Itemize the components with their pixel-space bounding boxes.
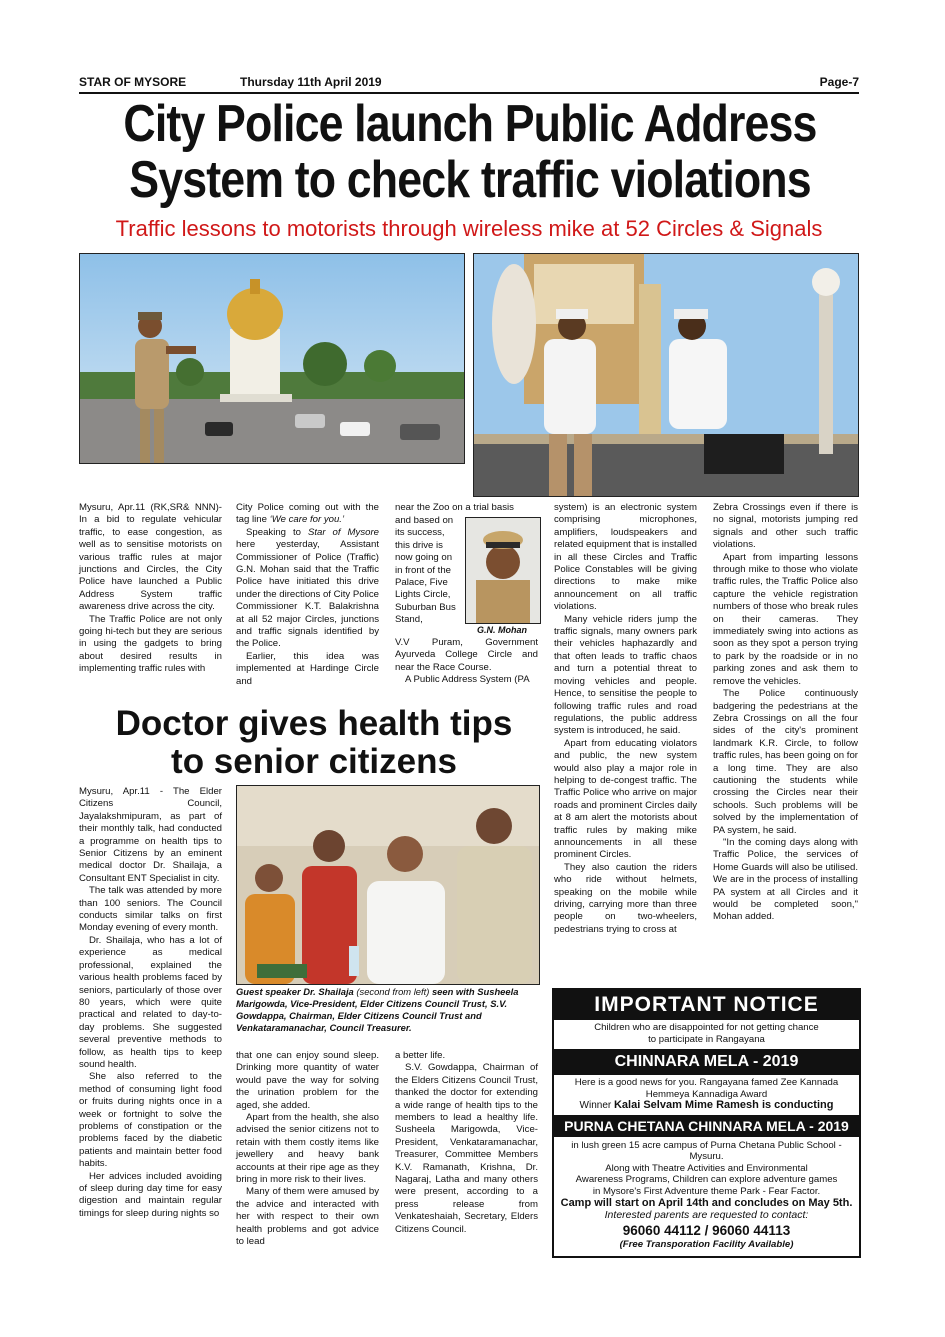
lead-column-1: [79, 502, 222, 676]
lead-headline-line-1: City Police launch Public Address: [123, 95, 817, 153]
lead-column-3-bottom: [395, 637, 538, 687]
paragraph: and based on its success, this drive is now going on in front of the Palace, Five Lights Circle, Suburban Bus Stand,: [395, 515, 456, 626]
notice-line: Hemmeya Kannadiga Award: [645, 1088, 768, 1100]
masthead-rule: [79, 92, 859, 94]
notice-line: Here is a good news for you. Rangayana famed Zee Kannada: [574, 1077, 839, 1088]
second-photo-caption: [236, 986, 538, 1034]
contact-phones: 96060 44112 / 96060 44113: [622, 1222, 791, 1238]
paragraph: S.V. Gowdappa, Chairman of the Elders Citizens Council Trust, thanked the doctor for extending a wide range of health tips to the members to lead a healthy life. Susheela Marigowda, Vice-President, Venkataramanachar, Treasurer, Committee Members K.V. Ramanath, Krishna, Dr. Nagaraj, Latha and many others were present, according to a press release from Venkateshaiah, Secretary, Elders Citizens Council.: [395, 1062, 538, 1235]
paragraph: Zebra Crossings even if there is no signal, motorists jumping red signals and other such traffic violations.: [713, 502, 858, 551]
paragraph: Her advices included avoiding of sleep during day time for easy digestion and maintain regular timings for sleep during nights so: [79, 1170, 222, 1219]
paragraph: Apart from imparting lessons through mike to those who violate traffic rules, the Traffic Police also capture the vehicle registration numbers of those who break rules on their cameras. They immediately swing into actions as soon as they spot a person trying to park by the roadside or in no parking zones and ask them to remove the vehicles.: [713, 551, 858, 687]
paragraph: system) is an electronic system comprising microphones, amplifiers, loudspeakers and related equipment that is installed in all these Circles and Traffic Police Constables will be giving directions to make mike announcement on all traffic violations.: [554, 502, 697, 613]
second-headline: [79, 705, 549, 781]
second-headline-line-1: Doctor gives health tips: [115, 704, 513, 743]
page-number: Page-7: [819, 75, 859, 89]
paragraph: The Traffic Police are not only going hi-tech but they are serious in using the gadgets to bring about desired results in implementing traffic rules with: [79, 613, 222, 675]
lead-column-4: [554, 502, 697, 936]
lead-column-3-side: [395, 515, 461, 627]
paragraph: [236, 502, 379, 527]
paragraph: A Public Address System (PA: [405, 674, 530, 686]
lead-headline-line-2: System to check traffic violations: [129, 151, 811, 209]
paragraph: Many of them were amused by the advice and interacted with her with respect to their own health problems and got advice to lead: [236, 1186, 379, 1248]
paragraph: Apart from educating violators and public, the new system would also play a major role in helping to de-congest traffic. The Traffic Police who arrive on major roads and prominent Circles daily at 8 am alert the motorists about traffic rules by making mike announcements in all these prominent Circles.: [554, 737, 697, 861]
portrait-caption: G.N. Mohan: [477, 625, 527, 635]
photo-police-with-pa-system: [473, 253, 859, 497]
notice-line: Children who are disappointed for not getting chance: [594, 1022, 819, 1033]
notice-title: IMPORTANT NOTICE: [554, 990, 859, 1020]
caption-text: seen with Susheela Marigowda, Vice-President, Elder Citizens Council Trust, S.V. Gowdappa, Chairman, Elder Citizens Council Trust and Venkataramanachar, Council Treasurer.: [236, 986, 519, 1033]
issue-date: Thursday 11th April 2019: [240, 75, 382, 89]
notice-line: Awareness Programs, Children can explore adventure games: [575, 1174, 838, 1185]
lead-headline: [117, 96, 822, 208]
paragraph: The talk was attended by more than 100 seniors. The Council conducts similar talks on first Monday evening of every month.: [79, 885, 222, 934]
text-run: City Police coming out with the tag line: [236, 502, 379, 526]
paragraph: They also caution the riders who ride without helmets, speaking on the mobile while driving, carrying more than three people on two-wheelers, pedestrians trying to cross at: [554, 861, 697, 935]
lead-column-2: [236, 502, 379, 688]
second-column-1: [79, 786, 222, 1220]
paragraph: Apart from the health, she also advised the senior citizens not to retain with them costly items like jewellery and heavy bank accounts at their ripe age as they bring in more risk to their lives.: [236, 1112, 379, 1186]
paragraph: Mysuru, Apr.11 - The Elder Citizens Council, Jayalakshmipuram, as part of their monthly talk, had conducted a programme on health tips to Senior Citizens by an eminent medical doctor Dr. Shailaja, a Consultant ENT Specialist in city.: [79, 786, 222, 884]
paragraph: Many vehicle riders jump the traffic signals, many owners park their vehicles haphazardly and that often leads to traffic chaos and turn a potential threat to moving vehicles and people. Hence, to sensitise the people to following traffic rules and road regulations, the public address system is introduced, he said.: [554, 613, 697, 737]
masthead: [79, 75, 859, 91]
paragraph: Mysuru, Apr.11 (RK,SR& NNN)- In a bid to regulate vehicular traffic, to ease congestion, as well as to sensitise motorists on various traffic rules at major junctions and Circles, the City Police have launched a Public Address System traffic awareness drive across the city.: [79, 502, 222, 613]
paragraph: "In the coming days along with Traffic Police, the services of Home Guards will also be utilised. We are in the process of installing PA system at all Circles and it would be completed soon," Mohan added.: [713, 836, 858, 923]
winner-name: Kalai Selvam Mime Ramesh is conducting: [613, 1099, 834, 1111]
portrait-gn-mohan: [465, 517, 541, 624]
camp-dates: Camp will start on April 14th and concludes on May 5th.: [560, 1197, 853, 1209]
paragraph: a better life.: [395, 1050, 446, 1061]
winner-prefix: Winner: [579, 1100, 614, 1111]
paragraph: She also referred to the method of consuming light food or fruits during nights once in a week or fortnight to solve the problems of constipation or the problems faced by the diabetic patients and maintain better food habits.: [79, 1071, 222, 1170]
purna-chetana-title: PURNA CHETANA CHINNARA MELA - 2019: [554, 1115, 859, 1137]
lead-deck: Traffic lessons to motorists through wireless mike at 52 Circles & Signals: [115, 216, 823, 241]
second-column-2: [236, 1050, 379, 1249]
transport-note: (Free Transporation Facility Available): [619, 1238, 794, 1250]
lead-column-5: [713, 502, 858, 924]
text-run: Speaking to: [246, 526, 301, 538]
second-column-3: [395, 1050, 538, 1236]
paragraph: [236, 527, 379, 651]
paragraph: that one can enjoy sound sleep. Drinking more quantity of water would pave the way for solving the urination problem for the aged, she added.: [236, 1050, 379, 1111]
text-run: here yesterday, Assistant Commissioner of Police (Traffic) G.N. Mohan said that the Traffic Police have initiated this drive under the directions of City Police Commissioner K.T. Balakrishna at all 52 major Circles, junctions and traffic signals identified by the Police.: [236, 539, 379, 650]
important-notice-ad: [552, 988, 861, 1258]
lead-column-3: [395, 502, 538, 514]
paragraph: Dr. Shailaja, who has a lot of experience as medical professional, explained the various health problems faced by seniors, particularly of those over 80 years, which were quite practical and related to day-to-day problems. She suggested several preventive methods to follow, as health tips to keep sound health.: [79, 934, 222, 1070]
contact-prompt: Interested parents are requested to contact:: [604, 1209, 809, 1221]
notice-winner: [554, 1100, 859, 1112]
photo-police-at-circle: [79, 253, 465, 464]
paragraph: near the Zoo on a trial basis: [395, 502, 514, 513]
mela-title: CHINNARA MELA - 2019: [554, 1049, 859, 1075]
notice-line: in Mysore's First Adventure theme Park - Fear Factor.: [592, 1185, 821, 1197]
tagline: ‘We care for you.’: [269, 514, 345, 526]
publication-name: STAR OF MYSORE: [79, 75, 187, 89]
photo-doctor-with-seniors: [236, 785, 540, 985]
second-headline-line-2: to senior citizens: [171, 742, 457, 781]
caption-aside: (second from left): [353, 986, 432, 997]
paragraph: Earlier, this idea was implemented at Hardinge Circle and: [236, 650, 379, 687]
notice-line: to participate in Rangayana: [648, 1033, 765, 1045]
notice-line: Along with Theatre Activities and Environmental: [605, 1162, 808, 1174]
notice-line: in lush green 15 acre campus of Purna Chetana Public School - Mysuru.: [571, 1139, 842, 1162]
publication-ref: Star of Mysore: [307, 526, 379, 538]
caption-lead: Guest speaker Dr. Shailaja: [236, 986, 354, 997]
paragraph: V.V Puram, Government Ayurveda College Circle and near the Race Course.: [395, 637, 538, 673]
paragraph: The Police continuously badgering the pedestrians at the Zebra Crossings on all the four sides of the city's prominent landmark K.R. Circle, to follow traffic rules, has been going on for a long time. They are also cautioning the students while crossing the Circles near their schools. Such problems will be solved by the implementation of PA system, he said.: [713, 688, 858, 836]
